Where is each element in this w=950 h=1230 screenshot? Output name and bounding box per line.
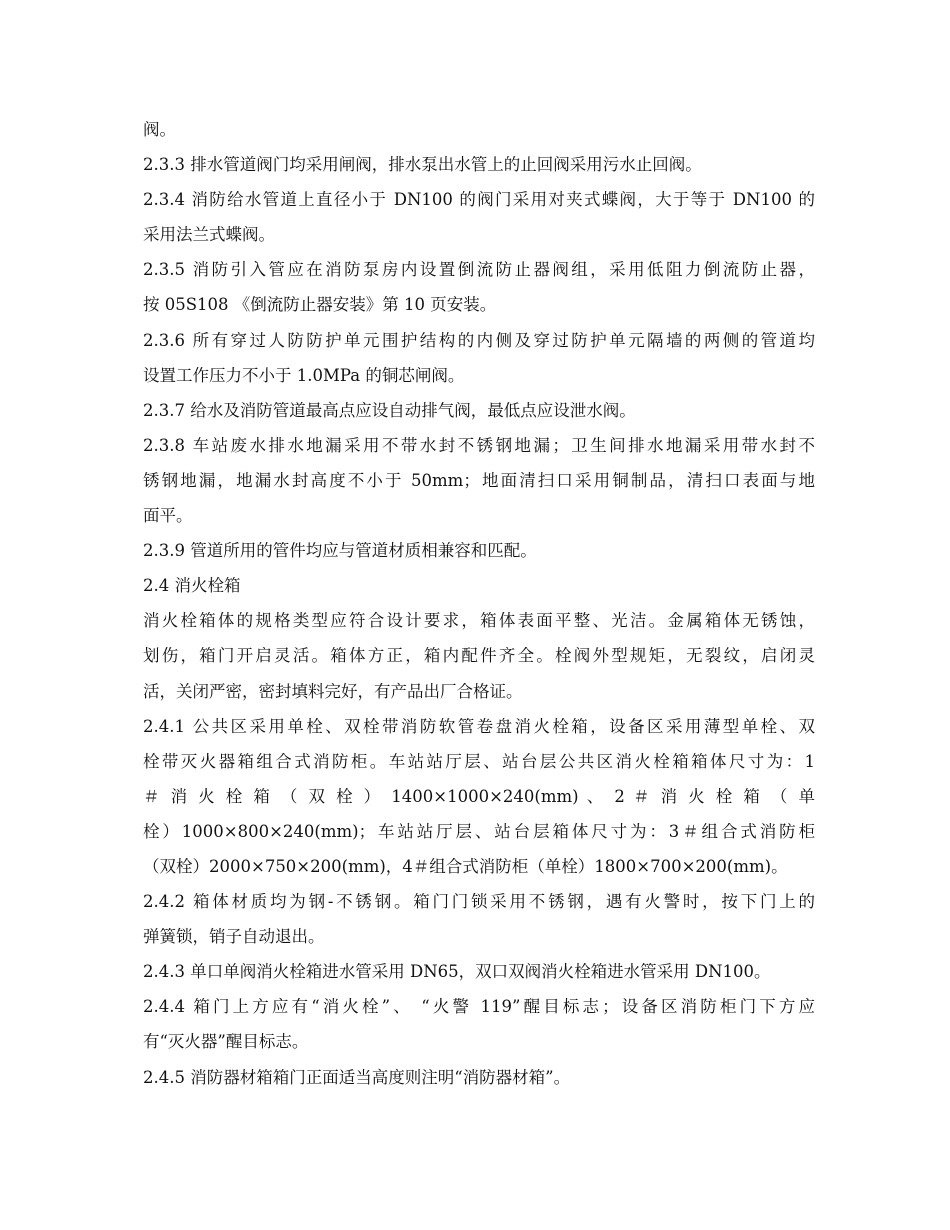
text-line: 采用法兰式蝶阀。 xyxy=(143,225,275,245)
text-line: 2.3.8 车站废水排水地漏采用不带水封不锈钢地漏；卫生间排水地漏采用带水封不 xyxy=(143,435,815,455)
text-line: 消火栓箱体的规格类型应符合设计要求，箱体表面平整、光洁。金属箱体无锈蚀， xyxy=(143,611,815,631)
document-body xyxy=(143,112,815,1095)
text-line: （双栓）2000×750×200(mm)，4＃组合式消防柜（单栓）1800×700×200(mm)。 xyxy=(143,856,788,876)
text-line: 2.4.5 消防器材箱箱门正面适当高度则注明“消防器材箱”。 xyxy=(143,1067,571,1087)
text-line: 划伤，箱门开启灵活。箱体方正，箱内配件齐全。栓阀外型规矩，无裂纹，启闭灵 xyxy=(143,646,815,666)
text-line: 2.3.5 消防引入管应在消防泵房内设置倒流防止器阀组，采用低阻力倒流防止器， xyxy=(143,260,815,280)
text-line: 按 05S108 《倒流防止器安装》第 10 页安装。 xyxy=(143,295,497,315)
text-line: 2.4.4 箱门上方应有“消火栓”、 “火警 119”醒目标志；设备区消防柜门下方应 xyxy=(143,997,815,1017)
text-line: ＃ 消 火 栓 箱 （ 双 栓 ） 1400×1000×240(mm) 、 2 ＃ 消 火 栓 箱 （ 单 xyxy=(143,786,815,806)
text-line: 栓）1000×800×240(mm)；车站站厅层、站台层箱体尺寸为：3＃组合式消防柜 xyxy=(143,821,815,841)
text-line: 2.3.3 排水管道阀门均采用闸阀，排水泵出水管上的止回阀采用污水止回阀。 xyxy=(143,155,702,175)
text-line: 面平。 xyxy=(143,506,193,526)
text-line: 弹簧锁，销子自动退出。 xyxy=(143,927,325,947)
text-line: 2.4.1 公共区采用单栓、双栓带消防软管卷盘消火栓箱，设备区采用薄型单栓、双 xyxy=(143,716,815,736)
text-line: 锈钢地漏，地漏水封高度不小于 50mm；地面清扫口采用铜制品，清扫口表面与地 xyxy=(143,470,815,490)
text-line: 阀。 xyxy=(143,120,176,139)
section-heading: 2.4 消火栓箱 xyxy=(143,576,241,596)
text-line: 有“灭火器”醒目标志。 xyxy=(143,1032,309,1052)
text-line: 2.3.4 消防给水管道上直径小于 DN100 的阀门采用对夹式蝶阀，大于等于 DN100 的 xyxy=(143,190,815,210)
text-line: 2.4.3 单口单阀消火栓箱进水管采用 DN65，双口双阀消火栓箱进水管采用 DN100。 xyxy=(143,962,771,982)
text-line: 2.3.6 所有穿过人防防护单元围护结构的内侧及穿过防护单元隔墙的两侧的管道均 xyxy=(143,330,815,350)
text-line: 2.4.2 箱体材质均为钢-不锈钢。箱门门锁采用不锈钢，遇有火警时，按下门上的 xyxy=(143,892,815,912)
text-line: 2.3.7 给水及消防管道最高点应设自动排气阀，最低点应设泄水阀。 xyxy=(143,400,636,420)
text-line: 栓带灭火器箱组合式消防柜。车站站厅层、站台层公共区消火栓箱箱体尺寸为：1 xyxy=(143,751,815,771)
text-line: 2.3.9 管道所用的管件均应与管道材质相兼容和匹配。 xyxy=(143,541,537,561)
text-line: 设置工作压力不小于 1.0MPa 的铜芯闸阀。 xyxy=(143,365,465,385)
text-line: 活，关闭严密，密封填料完好，有产品出厂合格证。 xyxy=(143,681,523,701)
